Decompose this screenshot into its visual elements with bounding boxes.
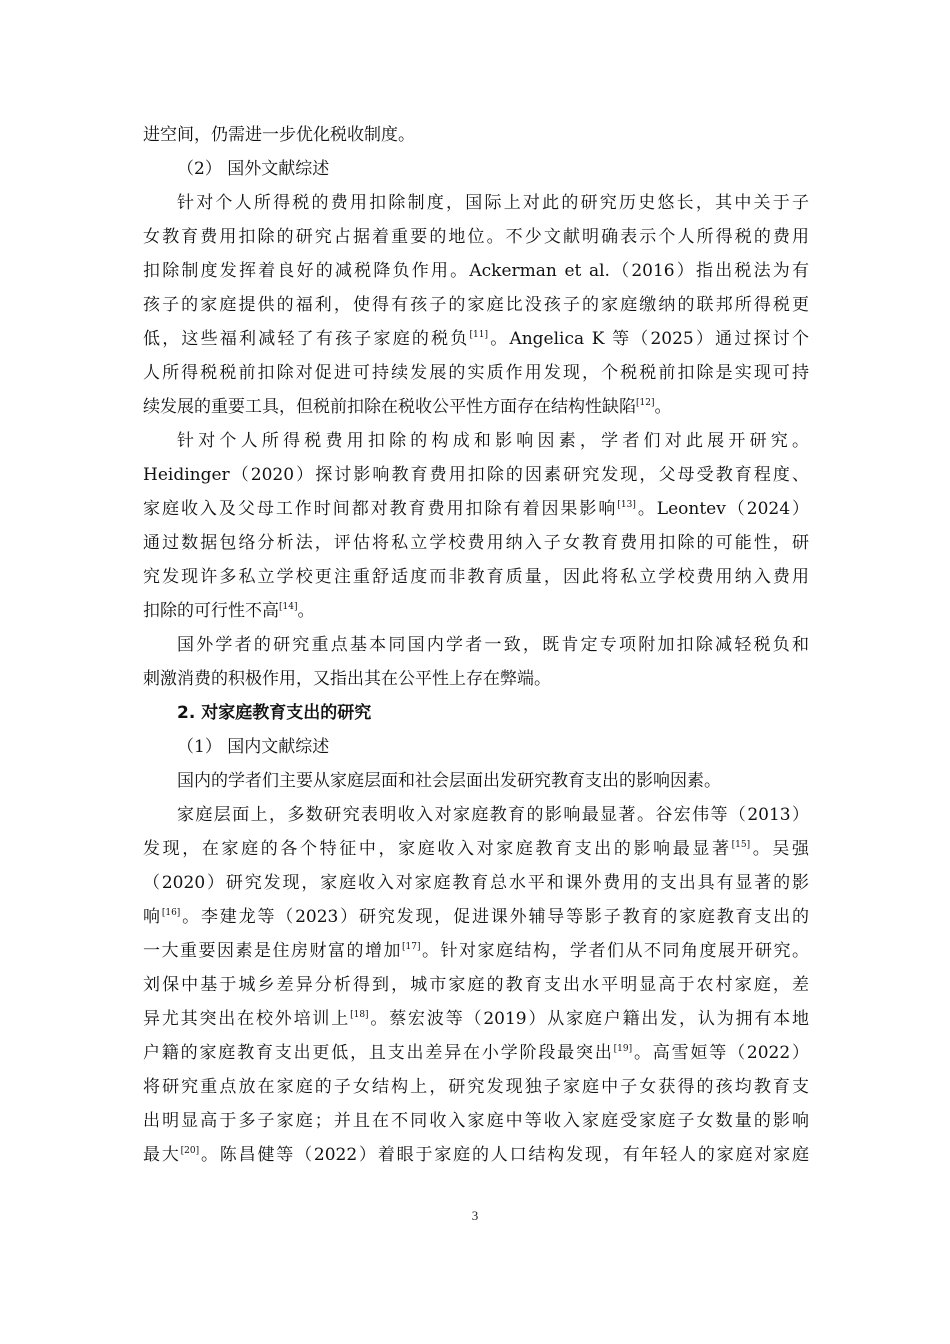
line-text: 最大 xyxy=(143,1145,181,1165)
text-line xyxy=(143,118,809,152)
line-text: 出明显高于多子家庭；并且在不同收入家庭中等收入家庭受家庭子女数量的影响 xyxy=(143,1111,809,1131)
text-line xyxy=(143,594,809,628)
line-text: （1） 国内文献综述 xyxy=(177,737,330,757)
line-text: 2. 对家庭教育支出的研究 xyxy=(177,703,372,723)
text-line xyxy=(143,832,809,866)
text-line xyxy=(143,526,809,560)
text-line xyxy=(143,968,809,1002)
line-text: 扣除的可行性不高 xyxy=(143,601,279,621)
line-text: 。Leontev（2024） xyxy=(635,499,810,519)
text-line xyxy=(143,866,809,900)
line-text: 。 xyxy=(297,601,315,621)
line-text: 。Angelica K 等（2025）通过探讨个 xyxy=(488,329,809,349)
citation-ref: [20] xyxy=(180,1146,200,1156)
citation-ref: [11] xyxy=(469,330,489,340)
line-text: 。吴强 xyxy=(750,839,810,859)
citation-ref: [17] xyxy=(402,942,421,952)
line-text: 。针对家庭结构，学者们从不同角度展开研究。 xyxy=(420,941,810,961)
line-text: 家庭层面上，多数研究表明收入对家庭教育的影响最显著。谷宏伟等（2013） xyxy=(177,805,809,825)
line-text: 一大重要因素是住房财富的增加 xyxy=(143,941,403,961)
text-line xyxy=(143,322,809,356)
text-line xyxy=(143,288,809,322)
text-line xyxy=(143,628,809,662)
line-text: 女教育费用扣除的研究占据着重要的地位。不少文献明确表示个人所得税的费用 xyxy=(143,227,809,247)
line-text: 究发现许多私立学校更注重舒适度而非教育质量，因此将私立学校费用纳入费用 xyxy=(143,567,809,587)
line-text: 响 xyxy=(143,907,162,927)
citation-ref: [14] xyxy=(279,602,298,612)
text-line xyxy=(143,1036,809,1070)
text-line xyxy=(143,934,809,968)
page-number: 3 xyxy=(471,1208,479,1223)
line-text: （2） 国外文献综述 xyxy=(177,159,330,179)
line-text: 将研究重点放在家庭的子女结构上，研究发现独子家庭中子女获得的孩均教育支 xyxy=(143,1077,809,1097)
body-text xyxy=(143,118,809,1172)
citation-ref: [18] xyxy=(350,1010,369,1020)
line-text: 针对个人所得税的费用扣除制度，国际上对此的研究历史悠长，其中关于子 xyxy=(177,193,809,213)
line-text: 针对个人所得税费用扣除的构成和影响因素，学者们对此展开研究。 xyxy=(177,431,809,451)
line-text: （2020）研究发现，家庭收入对家庭教育总水平和课外费用的支出具有显著的影 xyxy=(143,873,809,893)
text-line xyxy=(143,1138,809,1172)
line-text: 国内的学者们主要从家庭层面和社会层面出发研究教育支出的影响因素。 xyxy=(177,771,721,791)
text-line xyxy=(143,798,809,832)
text-line xyxy=(143,458,809,492)
citation-ref: [15] xyxy=(731,840,751,850)
line-text: 发现，在家庭的各个特征中，家庭收入对家庭教育支出的影响最显著 xyxy=(143,839,732,859)
text-line xyxy=(143,356,809,390)
line-text: 刺激消费的积极作用，又指出其在公平性上存在弊端。 xyxy=(143,669,551,689)
line-text: 进空间，仍需进一步优化税收制度。 xyxy=(143,125,415,145)
line-text: 异尤其突出在校外培训上 xyxy=(143,1009,351,1029)
text-line xyxy=(143,220,809,254)
text-line xyxy=(143,186,809,220)
citation-ref: [19] xyxy=(613,1044,633,1054)
line-text: 刘保中基于城乡差异分析得到，城市家庭的教育支出水平明显高于农村家庭，差 xyxy=(143,975,809,995)
text-line xyxy=(143,424,809,458)
text-line xyxy=(143,492,809,526)
text-line xyxy=(143,764,809,798)
line-text: 扣除制度发挥着良好的减税降负作用。Ackerman et al.（2016）指出税法为有 xyxy=(143,261,809,281)
line-text: 。李建龙等（2023）研究发现，促进课外辅导等影子教育的家庭教育支出的 xyxy=(180,907,809,927)
citation-ref: [12] xyxy=(636,398,655,408)
text-line xyxy=(143,560,809,594)
text-line xyxy=(143,390,809,424)
citation-ref: [13] xyxy=(617,500,636,510)
text-line xyxy=(143,1104,809,1138)
line-text: 户籍的家庭教育支出更低，且支出差异在小学阶段最突出 xyxy=(143,1043,614,1063)
text-line xyxy=(143,254,809,288)
subsection-heading xyxy=(143,152,809,186)
line-text: 。高雪姮等（2022） xyxy=(632,1043,810,1063)
subsection-heading xyxy=(143,730,809,764)
line-text: 。 xyxy=(654,397,672,417)
text-line xyxy=(143,1002,809,1036)
line-text: 。陈昌健等（2022）着眼于家庭的人口结构发现，有年轻人的家庭对家庭 xyxy=(199,1145,810,1165)
text-line xyxy=(143,662,809,696)
line-text: 家庭收入及父母工作时间都对教育费用扣除有着因果影响 xyxy=(143,499,618,519)
line-text: 孩子的家庭提供的福利，使得有孩子的家庭比没孩子的家庭缴纳的联邦所得税更 xyxy=(143,295,809,315)
section-heading xyxy=(143,696,809,730)
line-text: 续发展的重要工具，但税前扣除在税收公平性方面存在结构性缺陷 xyxy=(143,397,636,417)
line-text: 。蔡宏波等（2019）从家庭户籍出发，认为拥有本地 xyxy=(368,1009,810,1029)
line-text: 低，这些福利减轻了有孩子家庭的税负 xyxy=(143,329,470,349)
text-line xyxy=(143,900,809,934)
text-line xyxy=(143,1070,809,1104)
line-text: 国外学者的研究重点基本同国内学者一致，既肯定专项附加扣除减轻税负和 xyxy=(177,635,809,655)
line-text: Heidinger（2020）探讨影响教育费用扣除的因素研究发现，父母受教育程度、 xyxy=(143,465,809,485)
citation-ref: [16] xyxy=(161,908,181,918)
line-text: 人所得税税前扣除对促进可持续发展的实质作用发现，个税税前扣除是实现可持 xyxy=(143,363,809,383)
line-text: 通过数据包络分析法，评估将私立学校费用纳入子女教育费用扣除的可能性，研 xyxy=(143,533,809,553)
